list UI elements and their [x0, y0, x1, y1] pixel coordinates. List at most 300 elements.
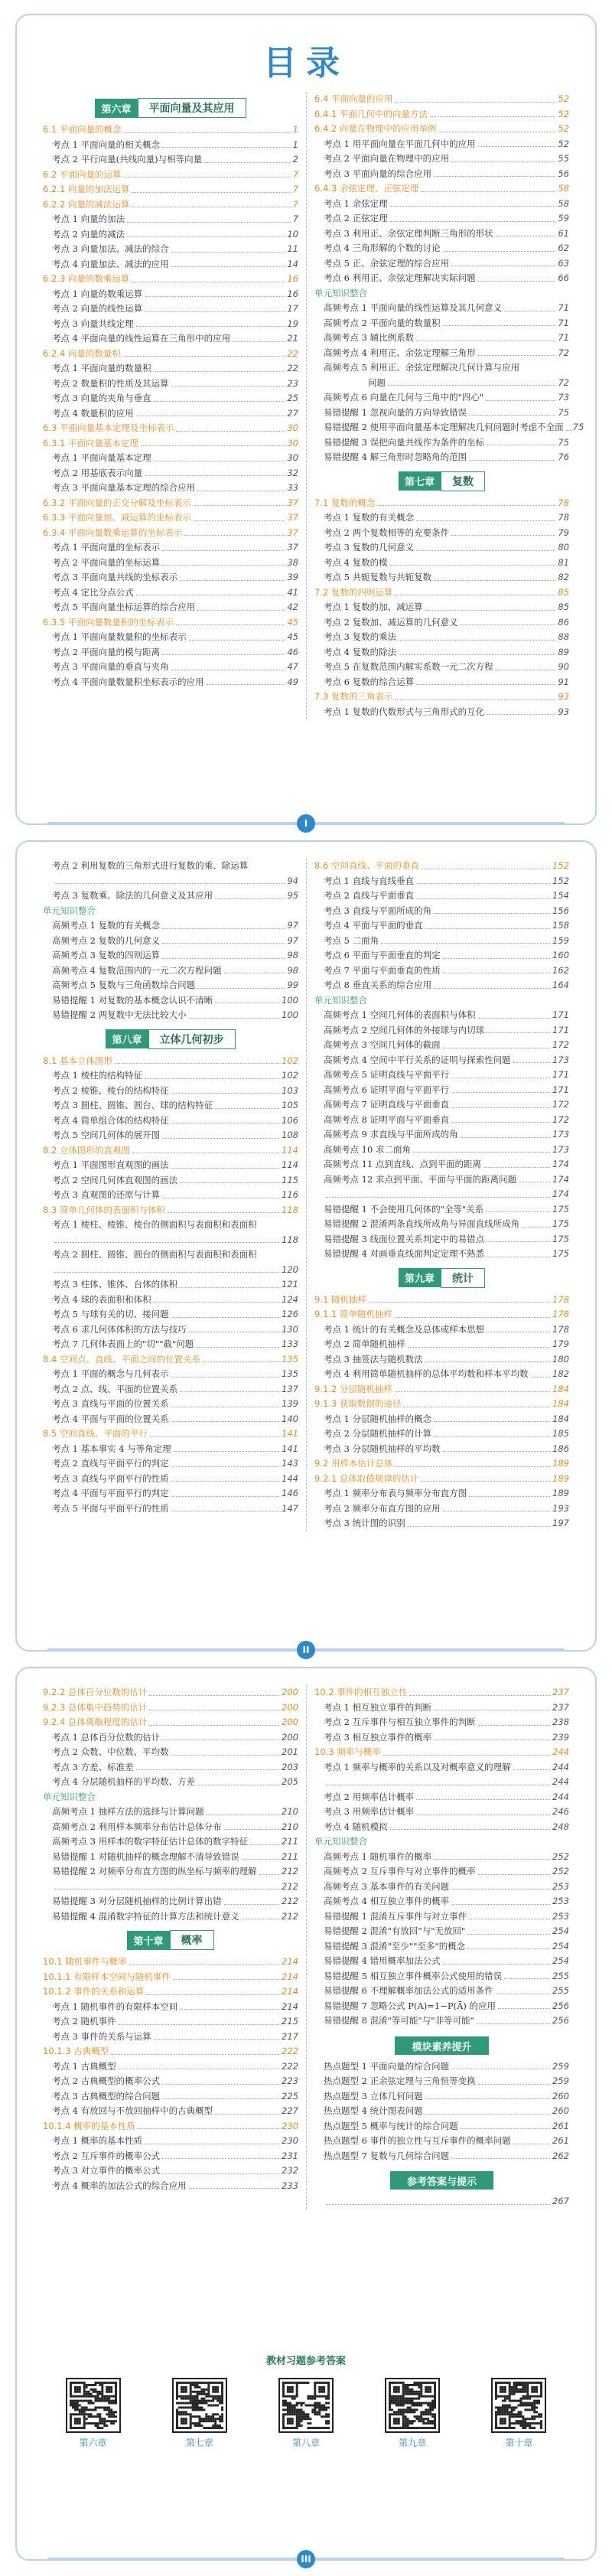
toc-item[interactable]: [314, 978, 569, 993]
toc-subsection[interactable]: [43, 1715, 298, 1730]
toc-page-number: 105: [282, 1100, 298, 1110]
leader-dots: [451, 535, 555, 536]
leader-dots: [171, 1317, 279, 1318]
qr-code[interactable]: [491, 2378, 546, 2449]
toc-entry-label: 热点题型 3 立体几何问题: [324, 2090, 423, 2102]
toc-item[interactable]: [314, 1775, 569, 1790]
toc-item[interactable]: [43, 1456, 298, 1472]
toc-item[interactable]: [314, 874, 569, 889]
toc-subsection[interactable]: [43, 496, 298, 511]
toc-entry-label: 9.1.3 获取数据的途径: [314, 1398, 402, 1409]
toc-item[interactable]: [314, 390, 569, 406]
toc-section[interactable]: [314, 585, 569, 601]
toc-page-number: 71: [558, 302, 569, 313]
toc-item[interactable]: [314, 256, 569, 272]
toc-item[interactable]: [314, 1760, 569, 1775]
toc-item[interactable]: [43, 138, 298, 153]
leader-dots: [395, 1391, 550, 1392]
toc-item[interactable]: [43, 964, 298, 979]
toc-subsection[interactable]: [43, 1984, 298, 2000]
toc-item[interactable]: [314, 1187, 569, 1202]
toc-item[interactable]: [43, 1307, 298, 1322]
toc-item[interactable]: [314, 630, 569, 645]
toc-item[interactable]: [314, 615, 569, 631]
toc-subsection[interactable]: [43, 436, 298, 452]
toc-item[interactable]: [43, 391, 298, 406]
leader-dots: [399, 654, 555, 655]
toc-item[interactable]: [43, 1233, 298, 1248]
toc-item[interactable]: [314, 227, 569, 242]
toc-entry-label: 高频考点 1 空间几何体的表面积与体积: [324, 1009, 476, 1020]
toc-section[interactable]: [43, 1427, 298, 1442]
toc-item[interactable]: [43, 302, 298, 317]
toc-entry-label: 考点 4 定比分点公式: [52, 586, 134, 598]
toc-item[interactable]: [314, 1909, 569, 1925]
toc-item[interactable]: [43, 2104, 298, 2119]
toc-item[interactable]: [43, 1337, 298, 1352]
toc-subsection[interactable]: [43, 1685, 298, 1700]
toc-item[interactable]: [43, 1864, 298, 1880]
toc-section[interactable]: [43, 421, 298, 436]
toc-item[interactable]: [314, 1068, 569, 1083]
toc-item[interactable]: [314, 1367, 569, 1382]
toc-item[interactable]: [314, 1427, 569, 1442]
toc-item[interactable]: [314, 1999, 569, 2014]
toc-section[interactable]: [43, 1143, 298, 1159]
toc-item[interactable]: [43, 1322, 298, 1338]
toc-unit-summary[interactable]: [314, 993, 569, 1009]
toc-page-number: 210: [282, 1821, 298, 1832]
toc-item[interactable]: [314, 420, 584, 435]
toc-page-number: 205: [282, 1776, 298, 1787]
toc-item[interactable]: [43, 1084, 298, 1099]
leader-dots: [487, 1032, 550, 1033]
toc-item[interactable]: [43, 1894, 298, 1909]
toc-item[interactable]: [43, 1850, 298, 1865]
toc-item[interactable]: [314, 1202, 569, 1218]
toc-entry-label: 高频考点 3 基本事件的有关问题: [324, 1880, 450, 1892]
toc-item[interactable]: [43, 287, 298, 302]
toc-item[interactable]: [314, 1008, 569, 1023]
toc-item[interactable]: [314, 346, 569, 361]
toc-item[interactable]: [314, 1352, 569, 1368]
toc-item[interactable]: [43, 451, 298, 466]
toc-item[interactable]: [314, 1232, 569, 1247]
toc-item[interactable]: [43, 570, 298, 585]
toc-entry-label: 9.2.2 总体百分位数的估计: [43, 1687, 148, 1697]
toc-item[interactable]: [43, 675, 298, 690]
toc-item[interactable]: [314, 1023, 569, 1039]
toc-item[interactable]: [43, 1068, 298, 1084]
toc-item[interactable]: [43, 934, 298, 949]
toc-item[interactable]: [314, 1954, 569, 1969]
toc-item[interactable]: [314, 889, 569, 904]
toc-item[interactable]: [43, 1247, 298, 1263]
toc-page-number: 244: [552, 1761, 569, 1772]
toc-item[interactable]: [314, 1730, 569, 1746]
toc-item[interactable]: [43, 1367, 298, 1382]
toc-item[interactable]: [314, 1516, 569, 1531]
qr-code[interactable]: [278, 2378, 334, 2449]
toc-item[interactable]: [314, 540, 569, 556]
toc-unit-summary[interactable]: [43, 904, 298, 919]
toc-item[interactable]: [314, 1143, 569, 1158]
toc-subsection[interactable]: [314, 1397, 569, 1412]
toc-item[interactable]: [43, 1188, 298, 1203]
toc-item[interactable]: [314, 1969, 569, 1984]
toc-entry-label: 考点 3 直观图的还原与计算: [52, 1189, 161, 1200]
toc-item[interactable]: [43, 212, 298, 227]
toc-item[interactable]: [43, 1834, 298, 1850]
toc-subsection[interactable]: [43, 510, 298, 526]
toc-page-number: 98: [287, 964, 298, 976]
toc-page-number: 7: [292, 184, 298, 194]
toc-item[interactable]: [314, 301, 569, 316]
toc-page-number: 42: [287, 602, 298, 612]
toc-item[interactable]: [43, 257, 298, 272]
toc-page-number: 178: [552, 1293, 569, 1305]
toc-item[interactable]: [43, 2164, 298, 2179]
toc-item[interactable]: [43, 242, 298, 257]
toc-item[interactable]: [43, 1472, 298, 1487]
toc-item[interactable]: [43, 660, 298, 675]
toc-item[interactable]: [314, 1337, 569, 1352]
toc-item[interactable]: [43, 1218, 298, 1233]
toc-item[interactable]: [43, 481, 298, 496]
toc-page-number: 16: [287, 273, 298, 284]
toc-subsection[interactable]: [43, 1970, 298, 1985]
toc-page-number: 237: [552, 1701, 569, 1713]
toc-page-1: [15, 14, 597, 829]
toc-item[interactable]: [43, 1486, 298, 1502]
toc-subsection[interactable]: [314, 1685, 569, 1700]
toc-entry-label: 单元知识整合: [43, 905, 96, 916]
toc-subsection[interactable]: [314, 1307, 569, 1322]
toc-item[interactable]: [43, 1293, 298, 1308]
toc-page-number: 115: [282, 1174, 298, 1185]
toc-item[interactable]: [43, 1775, 298, 1790]
toc-item[interactable]: [43, 1397, 298, 1412]
toc-section[interactable]: [314, 859, 569, 874]
toc-item[interactable]: [314, 406, 569, 421]
leader-dots: [154, 2039, 279, 2040]
toc-item[interactable]: [43, 585, 298, 601]
toc-item[interactable]: [314, 948, 569, 964]
toc-item[interactable]: [314, 1864, 569, 1880]
toc-item[interactable]: [314, 570, 569, 585]
toc-item[interactable]: [43, 406, 298, 422]
toc-item[interactable]: [314, 2089, 569, 2105]
page-number-badge: III: [297, 2550, 315, 2568]
toc-page-number: 222: [282, 2046, 298, 2056]
toc-page-number: 93: [558, 691, 569, 702]
toc-section[interactable]: [314, 92, 569, 107]
toc-subsection[interactable]: [314, 1382, 569, 1397]
toc-item[interactable]: [314, 675, 569, 690]
toc-subsection[interactable]: [314, 1472, 569, 1487]
toc-subsection[interactable]: [314, 1745, 569, 1760]
leader-dots: [173, 1979, 279, 1980]
toc-page-number: 99: [287, 980, 298, 990]
toc-item[interactable]: [43, 1382, 298, 1397]
toc-page-number: 72: [558, 377, 569, 388]
toc-unit-summary[interactable]: [314, 1834, 569, 1850]
toc-unit-summary[interactable]: [314, 286, 569, 302]
toc-item[interactable]: [314, 918, 569, 934]
toc-page-number: 232: [282, 2165, 298, 2176]
toc-item[interactable]: [314, 1790, 569, 1805]
leader-dots: [171, 252, 285, 253]
toc-item[interactable]: [43, 1158, 298, 1173]
toc-item[interactable]: [43, 2149, 298, 2164]
leader-dots: [416, 684, 555, 685]
toc-item[interactable]: [43, 152, 298, 168]
toc-subsection[interactable]: [43, 526, 298, 541]
toc-item[interactable]: [43, 1173, 298, 1189]
toc-item[interactable]: [314, 2074, 569, 2089]
toc-item[interactable]: [43, 317, 298, 332]
toc-item[interactable]: [43, 1128, 298, 1143]
toc-entry-label: 高频考点 5 证明直线与平面平行: [324, 1069, 450, 1080]
toc-item[interactable]: [314, 271, 569, 286]
toc-section[interactable]: [314, 690, 569, 705]
toc-item[interactable]: [43, 889, 298, 904]
toc-item[interactable]: [314, 645, 569, 660]
toc-item[interactable]: [314, 510, 569, 526]
chapter-number: 第六章: [95, 99, 137, 118]
leader-dots: [434, 176, 555, 177]
toc-item[interactable]: [314, 360, 569, 376]
toc-subsection[interactable]: [43, 182, 298, 197]
toc-entry-label: 单元知识整合: [43, 1791, 96, 1802]
toc-page-number: 139: [282, 1398, 298, 1409]
toc-item[interactable]: [314, 137, 569, 152]
toc-entry-label: 9.2.1 总体取值规律的估计: [314, 1472, 419, 1484]
toc-item[interactable]: [314, 2149, 569, 2164]
qr-code[interactable]: [66, 2378, 121, 2449]
toc-section[interactable]: [314, 1293, 569, 1308]
toc-page-number: 22: [287, 363, 298, 373]
chapter-heading: [43, 1029, 298, 1049]
toc-item[interactable]: [314, 660, 569, 675]
toc-item[interactable]: [43, 948, 298, 964]
toc-item[interactable]: [314, 211, 569, 227]
toc-item[interactable]: [43, 600, 298, 615]
toc-item[interactable]: [314, 152, 569, 167]
toc-page-number: 237: [552, 1687, 569, 1697]
toc-item[interactable]: [43, 556, 298, 571]
toc-item[interactable]: [314, 1939, 569, 1955]
toc-item[interactable]: [43, 645, 298, 660]
toc-entry-label: 考点 3 平面向量的综合应用: [324, 168, 432, 179]
toc-item[interactable]: [314, 1820, 569, 1835]
toc-entry-label: 考点 3 直线与平面所成的角: [324, 905, 432, 916]
leader-dots: [326, 1197, 550, 1198]
toc-section[interactable]: [314, 1456, 569, 1472]
toc-subsection[interactable]: [314, 181, 569, 197]
toc-item[interactable]: [314, 1157, 569, 1172]
toc-item[interactable]: [43, 918, 298, 934]
toc-item[interactable]: [314, 2104, 569, 2119]
toc-item[interactable]: [43, 2030, 298, 2045]
toc-item[interactable]: [314, 197, 569, 212]
toc-section[interactable]: [43, 1352, 298, 1368]
toc-item[interactable]: [43, 227, 298, 243]
leader-dots: [168, 1212, 279, 1213]
toc-item[interactable]: [43, 1263, 298, 1278]
toc-page-number: 116: [282, 1189, 298, 1200]
toc-item[interactable]: [314, 167, 569, 182]
toc-entry-label: 考点 1 向量的数乘运算: [52, 288, 143, 299]
toc-subsection[interactable]: [43, 1700, 298, 1716]
toc-item[interactable]: [314, 241, 569, 256]
leader-dots: [149, 1725, 279, 1726]
toc-item[interactable]: [314, 376, 569, 391]
qr-code[interactable]: [172, 2378, 227, 2449]
toc-item[interactable]: [314, 2194, 569, 2209]
leader-dots: [409, 1695, 550, 1696]
toc-item[interactable]: [314, 1113, 569, 1128]
toc-item[interactable]: [314, 1322, 569, 1338]
toc-item[interactable]: [314, 1412, 569, 1427]
toc-item[interactable]: [43, 1730, 298, 1746]
toc-item[interactable]: [314, 1127, 569, 1143]
toc-section[interactable]: [43, 1955, 298, 1970]
toc-page-number: 189: [552, 1488, 569, 1498]
toc-item[interactable]: [43, 2074, 298, 2089]
toc-item[interactable]: [43, 361, 298, 377]
toc-item[interactable]: [314, 904, 569, 919]
toc-item[interactable]: [43, 1098, 298, 1114]
toc-item[interactable]: [43, 2014, 298, 2030]
toc-item[interactable]: [43, 377, 298, 392]
leader-dots: [478, 1725, 550, 1726]
toc-item[interactable]: [314, 1217, 569, 1232]
toc-item[interactable]: [43, 1909, 298, 1925]
qr-code[interactable]: [385, 2378, 440, 2449]
toc-item[interactable]: [314, 2134, 569, 2149]
toc-page-number: 37: [287, 527, 298, 538]
toc-item[interactable]: [43, 993, 298, 1009]
toc-item[interactable]: [314, 1097, 569, 1113]
toc-item[interactable]: [43, 1745, 298, 1760]
toc-page-number: 55: [558, 153, 569, 164]
toc-subsection[interactable]: [314, 122, 569, 137]
toc-item[interactable]: [43, 1277, 298, 1293]
toc-subsection[interactable]: [314, 107, 569, 122]
toc-item[interactable]: [43, 540, 298, 556]
toc-entry-label: 考点 1 相互独立事件的判断: [324, 1701, 432, 1713]
toc-section[interactable]: [43, 168, 298, 183]
toc-item[interactable]: [314, 2059, 569, 2075]
toc-item[interactable]: [314, 600, 569, 615]
toc-item[interactable]: [43, 1805, 298, 1820]
toc-page-number: 256: [552, 2000, 569, 2011]
toc-item[interactable]: [314, 1053, 569, 1068]
toc-item[interactable]: [314, 705, 569, 720]
toc-item[interactable]: [314, 1984, 569, 1999]
toc-item[interactable]: [43, 874, 298, 889]
toc-item[interactable]: [314, 435, 569, 451]
toc-subsection[interactable]: [43, 2044, 298, 2059]
toc-subsection[interactable]: [43, 2119, 298, 2134]
toc-item[interactable]: [43, 2179, 298, 2194]
toc-item[interactable]: [314, 964, 569, 979]
toc-item[interactable]: [43, 2089, 298, 2105]
toc-subsection[interactable]: [43, 272, 298, 287]
toc-page-number: 184: [552, 1398, 569, 1409]
toc-entry-label: 易错提醒 3 线面位置关系判定中的易错点: [324, 1233, 485, 1244]
leader-dots: [443, 958, 550, 959]
toc-item[interactable]: [314, 1805, 569, 1820]
toc-item[interactable]: [314, 331, 569, 346]
toc-item[interactable]: [43, 1502, 298, 1517]
toc-item[interactable]: [43, 978, 298, 993]
toc-item[interactable]: [314, 316, 569, 331]
toc-item[interactable]: [314, 1083, 569, 1098]
toc-item[interactable]: [43, 2059, 298, 2075]
toc-item[interactable]: [43, 2000, 298, 2015]
toc-subsection[interactable]: [43, 615, 298, 631]
toc-item[interactable]: [314, 1502, 569, 1517]
toc-item[interactable]: [43, 331, 298, 347]
toc-item[interactable]: [43, 1880, 298, 1895]
toc-section[interactable]: [43, 1203, 298, 1218]
leader-dots: [486, 1211, 550, 1212]
toc-item[interactable]: [43, 630, 298, 645]
toc-page-number: 174: [552, 1189, 569, 1199]
toc-item[interactable]: [314, 934, 569, 949]
toc-item[interactable]: [314, 1924, 569, 1939]
leader-dots: [443, 1451, 550, 1452]
toc-page-number: 46: [287, 646, 298, 657]
toc-item[interactable]: [43, 1008, 298, 1023]
toc-item[interactable]: [43, 1412, 298, 1427]
toc-item[interactable]: [314, 1247, 569, 1262]
toc-item[interactable]: [314, 1715, 569, 1730]
toc-item[interactable]: [43, 466, 298, 481]
toc-item[interactable]: [314, 556, 569, 571]
toc-item[interactable]: [43, 1820, 298, 1835]
toc-item[interactable]: [314, 450, 569, 465]
toc-item[interactable]: [314, 1700, 569, 1716]
toc-entry-label: 考点 3 用频率估计概率: [324, 1806, 415, 1817]
toc-subsection[interactable]: [43, 347, 298, 362]
toc-section[interactable]: [43, 1054, 298, 1069]
toc-item[interactable]: [43, 859, 298, 874]
toc-item[interactable]: [314, 1442, 569, 1457]
toc-item[interactable]: [314, 2119, 569, 2134]
toc-entry-label: 考点 3 古典概型的综合问题: [52, 2090, 161, 2102]
toc-item[interactable]: [314, 1038, 569, 1053]
toc-item[interactable]: [43, 2134, 298, 2149]
leader-dots: [478, 1018, 550, 1019]
toc-section[interactable]: [43, 122, 298, 138]
toc-item[interactable]: [314, 1486, 569, 1502]
toc-item[interactable]: [314, 1880, 569, 1895]
toc-item[interactable]: [43, 1760, 298, 1775]
toc-section[interactable]: [314, 496, 569, 511]
toc-item[interactable]: [43, 1442, 298, 1457]
toc-item[interactable]: [314, 2014, 569, 2029]
toc-item[interactable]: [314, 526, 569, 541]
toc-subsection[interactable]: [43, 197, 298, 213]
toc-item[interactable]: [314, 1172, 569, 1188]
toc-item[interactable]: [314, 1850, 569, 1865]
toc-unit-summary[interactable]: [43, 1790, 298, 1805]
toc-item[interactable]: [314, 1894, 569, 1909]
toc-item[interactable]: [43, 1114, 298, 1129]
